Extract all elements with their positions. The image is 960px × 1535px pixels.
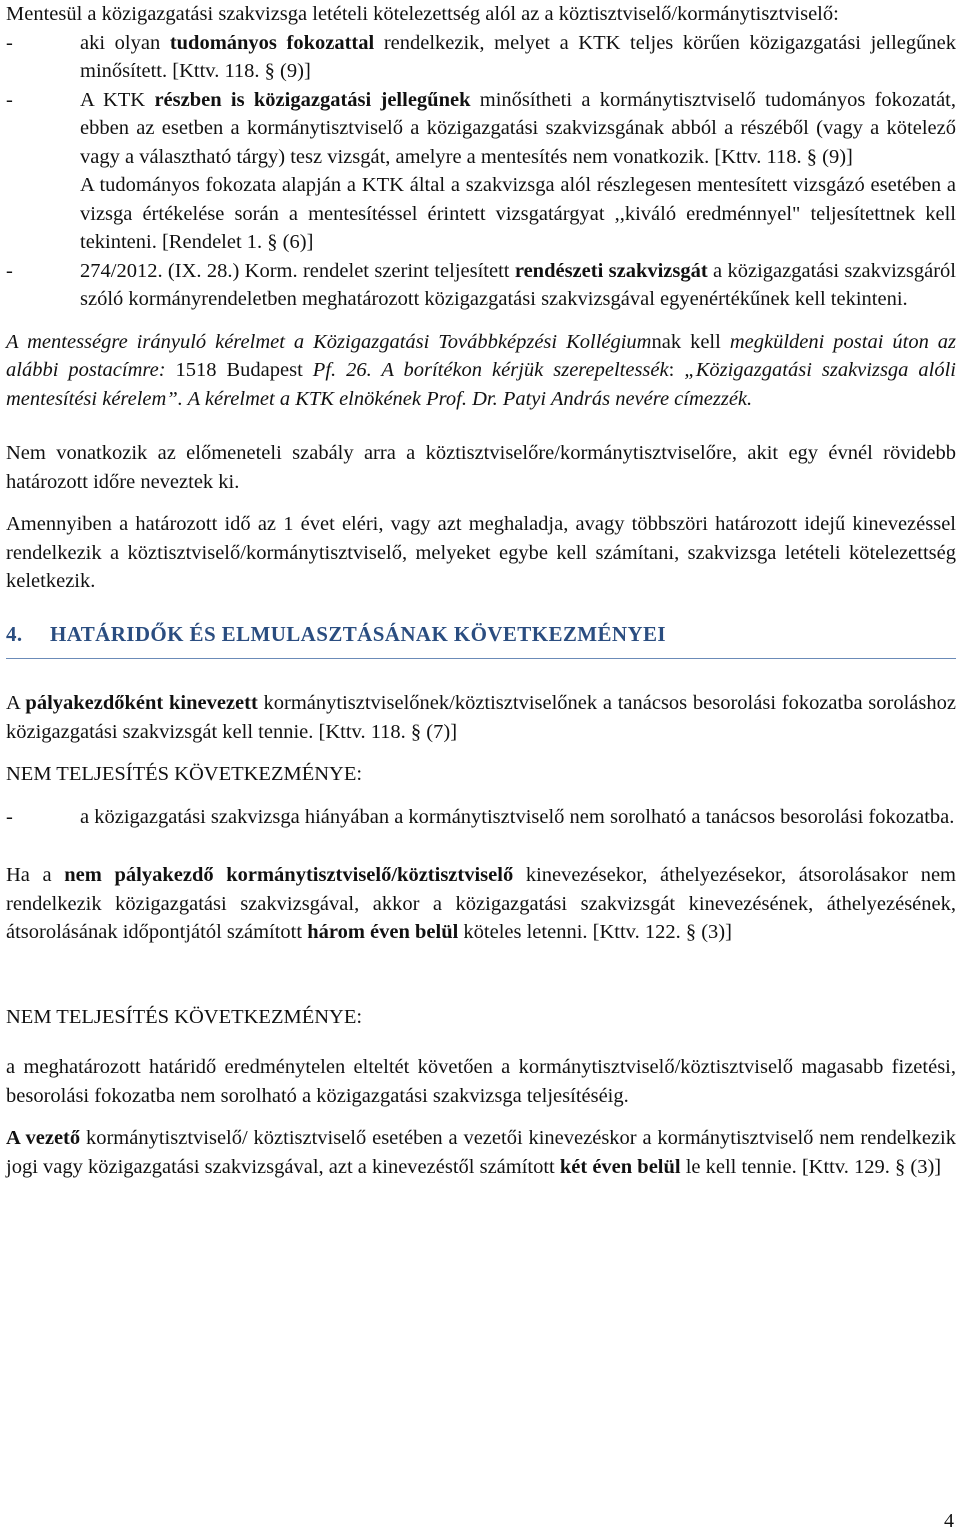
non-career-starter-paragraph xyxy=(6,861,956,947)
non-compliance-heading-1: NEM TELJESÍTÉS KÖVETKEZMÉNYE: xyxy=(6,763,363,785)
italic-text: megküldeni postai úton az alábbi postacímre: xyxy=(6,330,957,381)
plain-text: köteles letenni. [Kttv. 122. § (3)] xyxy=(458,921,732,943)
plain-text: Ha a xyxy=(6,864,65,886)
list-dash: - xyxy=(6,259,13,282)
bold-text: nem pályakezdő kormánytisztviselő/köztisztviselő xyxy=(64,864,514,886)
career-starter-paragraph xyxy=(6,689,956,746)
exemption-intro: Mentesül a közigazgatási szakvizsga letételi kötelezettség alól az a köztisztviselő/kormánytisztviselő: xyxy=(6,3,839,25)
page-number: 4 xyxy=(944,1510,954,1532)
plain-text: A xyxy=(6,692,26,714)
list-text: rendelkezik, melyet a KTK teljes körűen közigazgatási jellegűnek minősített. [Kttv. 118. § (9)] xyxy=(80,31,956,82)
deadline-consequence-paragraph: a meghatározott határidő eredménytelen elteltét követően a kormánytisztviselő/köztisztviselő magasabb fizetési, besorolási fokozatba nem sorolható a közigazgatási szakvizsga teljesítéséig. xyxy=(6,1056,956,1107)
bold-text: rendészeti szakvizsgát xyxy=(514,259,708,282)
bold-text: pályakezdőként kinevezett xyxy=(25,692,258,714)
plain-text: kormánytisztviselő/ köztisztviselő esetében a vezetői kinevezéskor a kormánytisztviselő nem rendelkezik jogi vagy közigazgatási szakvizsgával, azt a kinevezéstől számított xyxy=(6,1127,957,1178)
list-text: a közigazgatási szakvizsga hiányában a kormánytisztviselő nem sorolható a tanácsos besorolási fokozatba. xyxy=(80,805,955,828)
plain-text: kormánytisztviselőnek/köztisztviselőnek a tanácsos besorolási fokozatba soroláshoz közigazgatási szakvizsgát kell tennie. [Kttv. 118. § (7)] xyxy=(6,692,956,743)
list-item-scientific-degree xyxy=(6,29,956,86)
fixed-term-paragraph: Amennyiben a határozott idő az 1 évet eléri, vagy azt meghaladja, avagy többszöri határozott idejű kinevezéssel rendelkezik a köztisztviselő/kormánytisztviselő, melyeket egybe kell számítani, szakvizsga letételi kötelezettség keletkezik. xyxy=(6,513,956,592)
italic-text: A mentességre irányuló kérelmet a Közigazgatási Továbbképzési Kollégium xyxy=(6,330,652,353)
bold-text: A vezető xyxy=(6,1127,81,1149)
exemption-request-paragraph xyxy=(6,328,956,414)
bold-text: tudományos fokozattal xyxy=(169,31,375,54)
non-compliance-heading-2: NEM TELJESÍTÉS KÖVETKEZMÉNYE: xyxy=(6,1005,363,1028)
italic-text: „Közigazgatási szakvizsga alóli mentesítési kérelem”. A kérelmet a KTK elnökének Prof. Dr. Patyi András nevére címezzék. xyxy=(6,359,956,410)
list-dash: - xyxy=(6,805,13,828)
plain-text: : xyxy=(668,359,685,381)
list-dash: - xyxy=(6,31,13,54)
plain-text: le kell tennie. [Kttv. 129. § (3)] xyxy=(680,1155,942,1178)
list-text: 274/2012. (IX. 28.) Korm. rendelet szerint teljesített xyxy=(80,259,515,282)
list-continuation: A tudományos fokozata alapján a KTK által a szakvizsga alól részlegesen mentesített vizsgázó esetében a vizsga értékelése során a mentesítéssel érintett vizsgatárgyat ,,kiváló eredménnyel" teljesítettnek kell tekinteni. [Rendelet 1. § (6)] xyxy=(80,174,956,253)
list-item-partial-exemption xyxy=(6,86,956,257)
bold-text: három éven belül xyxy=(307,921,459,943)
list-item-no-councillor xyxy=(6,803,956,832)
manager-paragraph xyxy=(6,1124,956,1181)
list-text: A KTK xyxy=(80,88,155,111)
plain-text: kinevezésekor, áthelyezésekor, átsorolásakor nem rendelkezik közigazgatási szakvizsgával, akkor a közigazgatási szakvizsgát kinevezésének, áthelyezésének, átsorolásának időpontjától számított xyxy=(6,864,956,943)
section-title: HATÁRIDŐK ÉS ELMULASZTÁSÁNAK KÖVETKEZMÉNYEI xyxy=(50,621,666,646)
list-text: minősítheti a kormánytisztviselő tudományos fokozatát, ebben az esetben a kormánytisztviselő a közigazgatási szakvizsgának abból a részéből (vagy a kötelező vagy a választható tárgy) tesz vizsgát, amelyre a mentesítés nem vonatkozik. [Kttv. 118. § (9)] xyxy=(80,88,956,168)
bold-text: két éven belül xyxy=(559,1155,681,1178)
list-text: a közigazgatási szakvizsgáról szóló kormányrendeletben meghatározott közigazgatási szakvizsgával egyenértékűnek kell tekinteni. xyxy=(80,259,956,310)
list-text: aki olyan xyxy=(80,31,170,54)
plain-text: nak kell xyxy=(651,330,721,353)
document-page xyxy=(6,0,956,1181)
section-heading xyxy=(6,620,956,660)
short-term-paragraph: Nem vonatkozik az előmeneteli szabály arra a köztisztviselőre/kormánytisztviselőre, akit egy évnél rövidebb határozott időre neveztek ki. xyxy=(6,442,956,493)
bold-text: részben is közigazgatási jellegűnek xyxy=(154,88,471,111)
section-number: 4. xyxy=(6,621,23,646)
list-item-police-exam xyxy=(6,257,956,314)
list-dash: - xyxy=(6,88,13,111)
plain-text: 1518 Budapest xyxy=(175,359,313,381)
italic-text: Pf. 26. A borítékon kérjük szerepeltessék xyxy=(312,359,669,381)
